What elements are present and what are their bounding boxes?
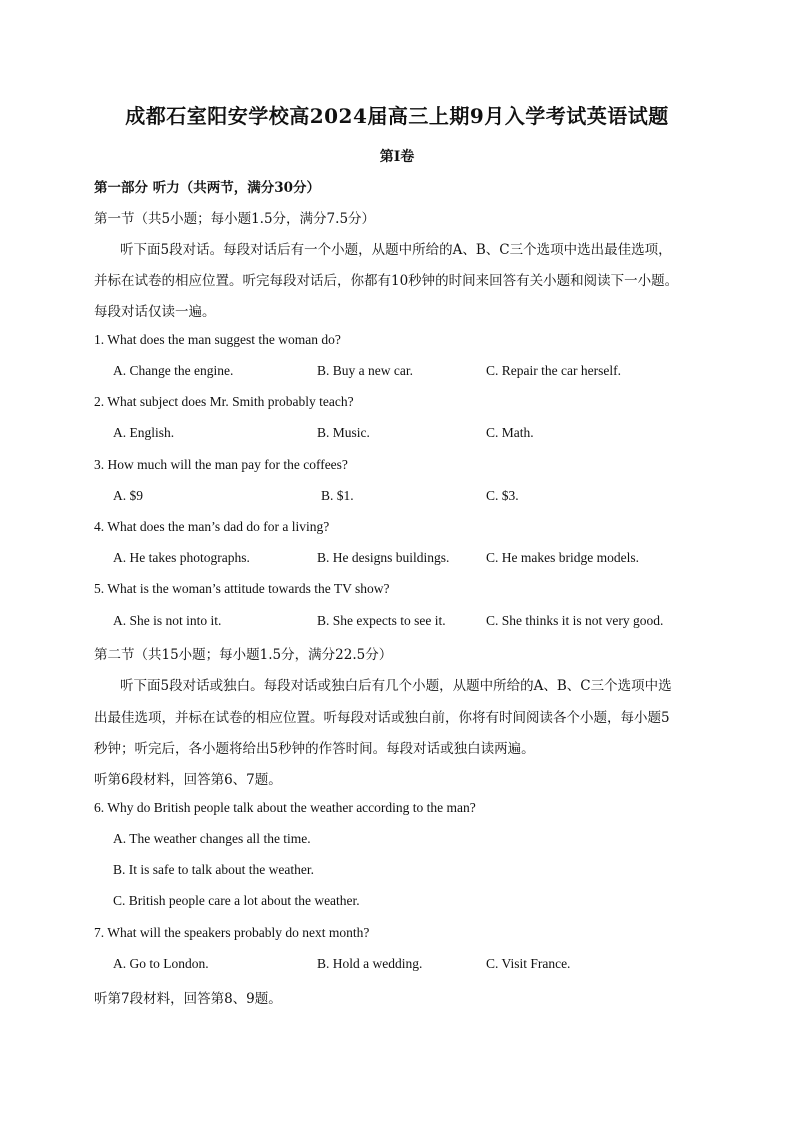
question-3: 3. How much will the man pay for the coffees? [94, 457, 348, 472]
option-b: B. Hold a wedding. [317, 956, 423, 971]
option-a: A. She is not into it. [113, 613, 222, 628]
option-b: B. Buy a new car. [317, 363, 413, 378]
volume-label: 第I卷 [379, 149, 415, 165]
question-2: 2. What subject does Mr. Smith probably teach? [94, 394, 354, 409]
option-c: C. He makes bridge models. [486, 550, 639, 565]
part1-heading: 第一部分 听力（共两节，满分30分） [94, 180, 320, 196]
option-a: A. $9 [113, 488, 143, 503]
section1-instruction-line: 听下面5段对话。每段对话后有一个小题，从题中所给的A、B、C三个选项中选出最佳选项， [120, 242, 672, 258]
option-a: A. Change the engine. [113, 363, 234, 378]
section2-instruction-line: 秒钟；听完后，各小题将给出5秒钟的作答时间。每段对话或独白读两遍。 [94, 741, 535, 757]
exam-title: 成都石室阳安学校高2024届高三上期9月入学考试英语试题 [125, 104, 669, 128]
option-a: A. The weather changes all the time. [113, 831, 311, 846]
option-b: B. Music. [317, 425, 370, 440]
material-7-label: 听第7段材料，回答第8、9题。 [94, 991, 282, 1007]
option-c: C. Repair the car herself. [486, 363, 621, 378]
question-5: 5. What is the woman’s attitude towards the TV show? [94, 581, 390, 596]
material-6-label: 听第6段材料，回答第6、7题。 [94, 772, 282, 788]
option-c: C. Math. [486, 425, 534, 440]
option-a: A. Go to London. [113, 956, 209, 971]
section1-instruction-line: 每段对话仅读一遍。 [94, 304, 216, 320]
section1-heading: 第一节（共5小题；每小题1.5分，满分7.5分） [94, 211, 376, 227]
option-c: C. Visit France. [486, 956, 571, 971]
question-6: 6. Why do British people talk about the weather according to the man? [94, 800, 476, 815]
option-b: B. She expects to see it. [317, 613, 446, 628]
option-c: C. $3. [486, 488, 519, 503]
option-a: A. He takes photographs. [113, 550, 250, 565]
option-a: A. English. [113, 425, 175, 440]
question-4: 4. What does the man’s dad do for a living? [94, 519, 330, 534]
option-c: C. British people care a lot about the weather. [113, 893, 360, 908]
question-7: 7. What will the speakers probably do next month? [94, 925, 370, 940]
option-c: C. She thinks it is not very good. [486, 613, 664, 628]
option-b: B. He designs buildings. [317, 550, 450, 565]
section2-instruction-line: 听下面5段对话或独白。每段对话或独白后有几个小题，从题中所给的A、B、C三个选项中选 [120, 678, 672, 694]
option-b: B. $1. [321, 488, 354, 503]
section1-instruction-line: 并标在试卷的相应位置。听完每段对话后，你都有10秒钟的时间来回答有关小题和阅读下一小题。 [94, 273, 679, 289]
section2-instruction-line: 出最佳选项，并标在试卷的相应位置。听每段对话或独白前，你将有时间阅读各个小题，每小题5 [94, 710, 670, 726]
question-1: 1. What does the man suggest the woman do? [94, 332, 341, 347]
option-b: B. It is safe to talk about the weather. [113, 862, 314, 877]
section2-heading: 第二节（共15小题；每小题1.5分，满分22.5分） [94, 647, 393, 663]
